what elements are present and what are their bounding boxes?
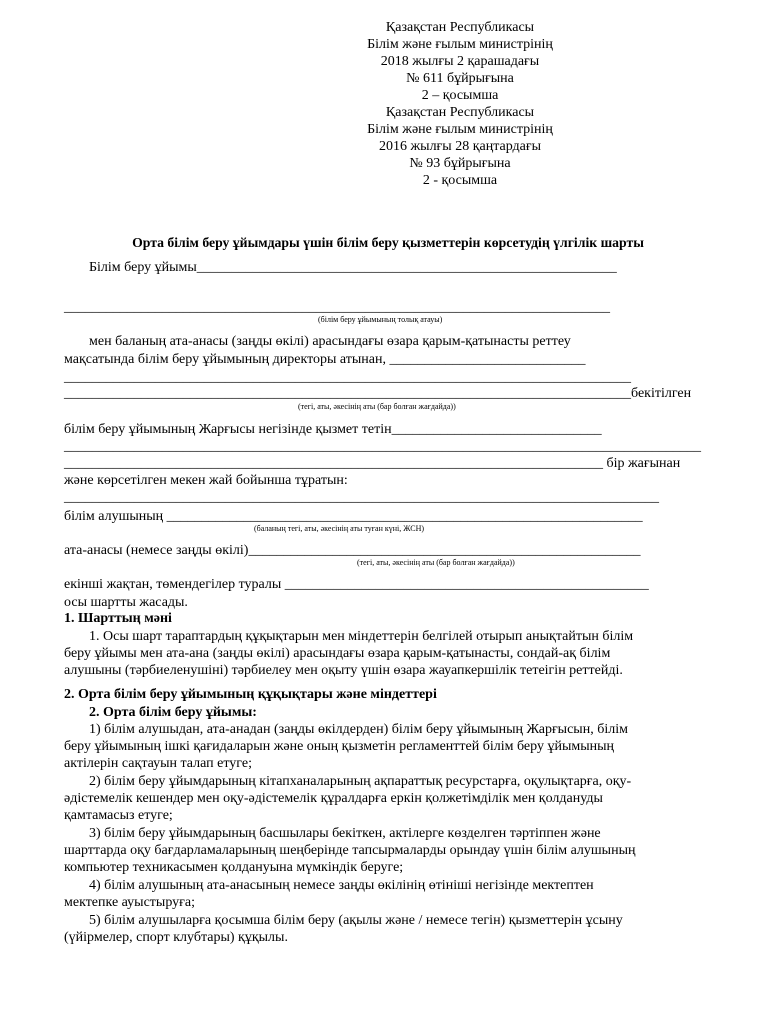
list-item: беру ұйымының ішкі қағидаларын және оның қызметін регламенттей білім беру ұйымының: [64, 739, 615, 754]
caption: (тегі, аты, әкесінің аты (бар болған жағдайда)): [298, 402, 456, 411]
student-line: білім алушының ____________________________________________________________________: [64, 509, 643, 524]
paragraph-line: беру ұйымы мен ата-ана (заңды өкілі) арасындағы өзара қарым-қатынасты, сондай-ақ білім: [64, 646, 611, 661]
header-line: 2018 жылғы 2 қарашадағы: [380, 54, 540, 69]
org-line: Білім беру ұйымы____________________________________________________________: [89, 260, 617, 275]
caption: (тегі, аты, әкесінің аты (бар болған жағдайда)): [357, 558, 515, 567]
header-line: № 611 бұйрығына: [406, 71, 514, 86]
paragraph-line: мақсатында білім беру ұйымының директоры атынан, ____________________________: [64, 352, 586, 367]
list-item: 5) білім алушыларға қосымша білім беру (ақылы және / немесе тегін) қызметтерін ұсыну: [89, 913, 623, 928]
list-item: 3) білім беру ұйымдарының басшылары бекіткен, актілерге көзделген тәртіппен және: [89, 826, 601, 841]
paragraph-line: _________________________________________________________________________________бекітілген: [64, 386, 692, 401]
list-item: (үйірмелер, спорт клубтары) құқылы.: [64, 930, 288, 945]
list-item: 2) білім беру ұйымдарының кітапханаларының ақпараттық ресурстарға, оқулықтарға, оқу-: [89, 774, 632, 789]
header-line: Қазақстан Республикасы: [385, 20, 535, 35]
paragraph-line: алушыны (тәрбиеленушіні) тәрбиелеу мен оқыту үшін өзара жауапкершілік тетеігін реттейді.: [64, 663, 623, 678]
header-line: 2 - қосымша: [422, 173, 498, 188]
header-line: 2 – қосымша: [421, 88, 499, 103]
section-heading: 2. Орта білім беру ұйымының құқықтары және міндеттері: [64, 687, 437, 702]
header-line: 2016 жылғы 28 қаңтардағы: [378, 139, 542, 154]
list-item: шарттарда оқу бағдарламаларының шеңберінде тапсырмаларды орындау үшін білім алушының: [64, 843, 636, 858]
paragraph-line: мен баланың ата-анасы (заңды өкілі) арасындағы өзара қарым-қатынасты реттеу: [89, 334, 571, 349]
header-line: Білім және ғылым министрінің: [367, 37, 553, 52]
blank-line: ___________________________________________________________________________________________: [64, 439, 701, 454]
paragraph-line: осы шартты жасады.: [64, 595, 188, 610]
appendix-header: [240, 19, 680, 189]
list-item: актілерін сақтауын талап етуге;: [64, 756, 252, 771]
blank-line: ______________________________________________________________________________: [64, 300, 610, 315]
paragraph-line: _____________________________________________________________________________ бір жағынан: [64, 456, 681, 471]
list-item: 4) білім алушының ата-анасының немесе заңды өкілінің өтініші негізінде мектептен: [89, 878, 594, 893]
caption: (білім беру ұйымының толық атауы): [318, 315, 443, 324]
document-title: Орта білім беру ұйымдары үшін білім беру қызметтерін көрсетудің үлгілік шарты: [132, 236, 644, 251]
paragraph-line: және көрсетілген мекен жай бойынша тұратын:: [64, 473, 348, 488]
list-item: 1) білім алушыдан, ата-анадан (заңды өкілдерден) білім беру ұйымының Жарғысын, білім: [89, 722, 628, 737]
list-item: әдістемелік кешендер мен оқу-әдістемелік құралдарға еркін қолжетімділік мен қолдануды: [64, 791, 603, 806]
paragraph-line: білім беру ұйымының Жарғысы негізінде қызмет тетін______________________________: [64, 422, 602, 437]
header-line: Білім және ғылым министрінің: [367, 122, 553, 137]
list-item: мектепке ауыстыруға;: [64, 895, 195, 910]
section-heading: 1. Шарттың мәні: [64, 611, 172, 626]
paragraph-line: екінші жақтан, төмендегілер туралы ____________________________________________________: [64, 577, 649, 592]
header-line: № 93 бұйрығына: [409, 156, 511, 171]
list-item: компьютер техникасымен қолдануына мүмкіндік беруге;: [64, 860, 404, 875]
blank-line: _________________________________________________________________________________: [64, 370, 631, 385]
list-item: қамтамасыз етуге;: [64, 808, 173, 823]
parents-line: ата-анасы (немесе заңды өкілі)________________________________________________________: [64, 543, 641, 558]
blank-line: _____________________________________________________________________________________: [64, 490, 659, 505]
paragraph-line: 1. Осы шарт тараптардың құқықтарын мен міндеттерін белгілей отырып анықтайтын білім: [89, 629, 634, 644]
subsection-heading: 2. Орта білім беру ұйымы:: [89, 705, 257, 720]
header-line: Қазақстан Республикасы: [385, 105, 535, 120]
caption: (баланың тегі, аты, әкесінің аты туған күні, ЖСН): [254, 524, 425, 533]
